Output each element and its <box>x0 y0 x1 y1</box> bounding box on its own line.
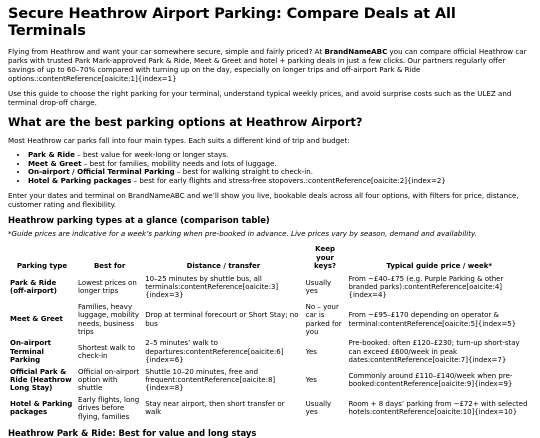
table-cell: Hotel & Parking packages <box>10 400 73 417</box>
column-header: Typical guide price / week* <box>386 262 493 271</box>
table-section-heading: Heathrow parking types at a glance (comparison table) <box>8 215 270 226</box>
table-cell: Lowest prices on longer trips <box>78 278 137 296</box>
table-header-row <box>8 244 532 273</box>
table-cell: No – your car is parked for you <box>305 302 342 337</box>
intro-before: Flying from Heathrow and want your car somewhere secure, simple and fairly priced? At <box>8 47 325 56</box>
section-intro: Most Heathrow car parks fall into four main types. Each suits a different kind of trip and budget: <box>8 136 350 145</box>
table-cell: Stay near airport, then short transfer or walk <box>145 400 285 417</box>
table-row <box>8 338 532 366</box>
next-section-heading: Heathrow Park & Ride: Best for value and long stays <box>8 428 257 438</box>
table-cell: Official on-airport option with shuttle <box>78 367 140 393</box>
intro-paragraph <box>8 47 532 83</box>
table-cell: Pre-booked: often £120–£230; turn-up short-stay can exceed £600/week in peak dates:contentReference[oaicite:7]{index=7} <box>348 339 520 365</box>
column-header: Best for <box>93 262 126 271</box>
table-row <box>8 367 532 395</box>
table-cell: Official Park & Ride (Heathrow Long Stay) <box>10 367 72 393</box>
table-cell: Yes <box>305 347 317 356</box>
table-cell: Early flights, long drives before flying, families <box>78 395 140 421</box>
table-cell: Yes <box>305 376 317 385</box>
option-text: – best value for week-long or longer stays. <box>74 150 229 159</box>
page-title: Secure Heathrow Airport Parking: Compare Deals at All Terminals <box>8 6 456 39</box>
intro-after: you can compare official Heathrow car parks with trusted Park Mark-approved Park & Ride, Meet & Greet and hotel + parking deals in just a few clicks. Our partners regularly offer savings of up to 60–70% compared with turning up on the day, especially on longer trips and off-airport Park & Ride options.:contentReference[oaicite:1]{index=1} <box>8 47 527 83</box>
option-label: Meet & Greet <box>28 158 82 168</box>
table-note: *Guide prices are indicative for a week’s parking when pre-booked in advance. Live prices vary by season, demand and availability. <box>8 229 477 239</box>
table-cell: Park & Ride (off-airport) <box>10 278 57 296</box>
enter-paragraph: Enter your dates and terminal on BrandNameABC and we’ll show you live, bookable deals across all four options, with filters for price, distance, customer rating and flexibility. <box>8 191 519 210</box>
table-cell: 10–25 minutes by shuttle bus, all terminals:contentReference[oaicite:3]{index=3} <box>145 274 279 300</box>
table-cell: Commonly around £110–£140/week when pre-booked:contentReference[oaicite:9]{index=9} <box>348 371 513 389</box>
option-label: Hotel & Parking packages <box>28 175 132 185</box>
table-row <box>8 395 532 423</box>
brand-name: BrandNameABC <box>324 47 388 56</box>
list-item <box>28 177 532 186</box>
table-cell: On-airport Terminal Parking <box>10 339 52 365</box>
column-header: Keep your keys? <box>314 245 337 271</box>
table-cell: From ~£95–£170 depending on operator & terminal:contentReference[oaicite:5]{index=5} <box>348 311 517 328</box>
section-heading: What are the best parking options at Heathrow Airport? <box>8 116 363 129</box>
option-label: Park & Ride <box>28 150 75 159</box>
option-text: – best for walking straight to check-in. <box>174 167 314 177</box>
table-cell: Room + 8 days’ parking from ~£72+ with selected hotels:contentReference[oaicite:10]{index=10} <box>348 400 528 417</box>
table-cell: Meet & Greet <box>10 315 63 324</box>
guide-paragraph: Use this guide to choose the right parking for your terminal, understand typical weekly prices, and avoid surprise costs such as the ULEZ and terminal drop-off charge. <box>8 89 512 107</box>
table-row <box>8 274 532 302</box>
table-row <box>8 302 532 339</box>
column-header: Parking type <box>16 262 68 271</box>
table-cell: Families, heavy luggage, mobility needs, business trips <box>78 302 140 337</box>
table-cell: Shortest walk to check-in <box>78 343 136 361</box>
option-text: – best for early flights and stress-free stopovers.:contentReference[oaicite:2]{index=2} <box>131 175 446 185</box>
options-list <box>8 151 532 185</box>
table-cell: From ~£40–£75 (e.g. Purple Parking & other branded parks):contentReference[oaicite:4]{index=4} <box>348 274 504 300</box>
column-header: Distance / transfer <box>186 262 261 271</box>
comparison-table <box>8 244 532 423</box>
table-cell: Usually yes <box>305 400 332 417</box>
table-cell: Drop at terminal forecourt or Short Stay; no bus <box>145 311 299 328</box>
option-label: On-airport / Official Terminal Parking <box>28 167 175 177</box>
option-text: – best for families, mobility needs and lots of luggage. <box>81 158 277 168</box>
table-cell: 2–5 minutes’ walk to departures:contentReference[oaicite:6]{index=6} <box>145 339 284 365</box>
table-cell: Usually yes <box>305 278 332 296</box>
table-cell: Shuttle 10–20 minutes, free and frequent:contentReference[oaicite:8]{index=8} <box>145 367 276 393</box>
